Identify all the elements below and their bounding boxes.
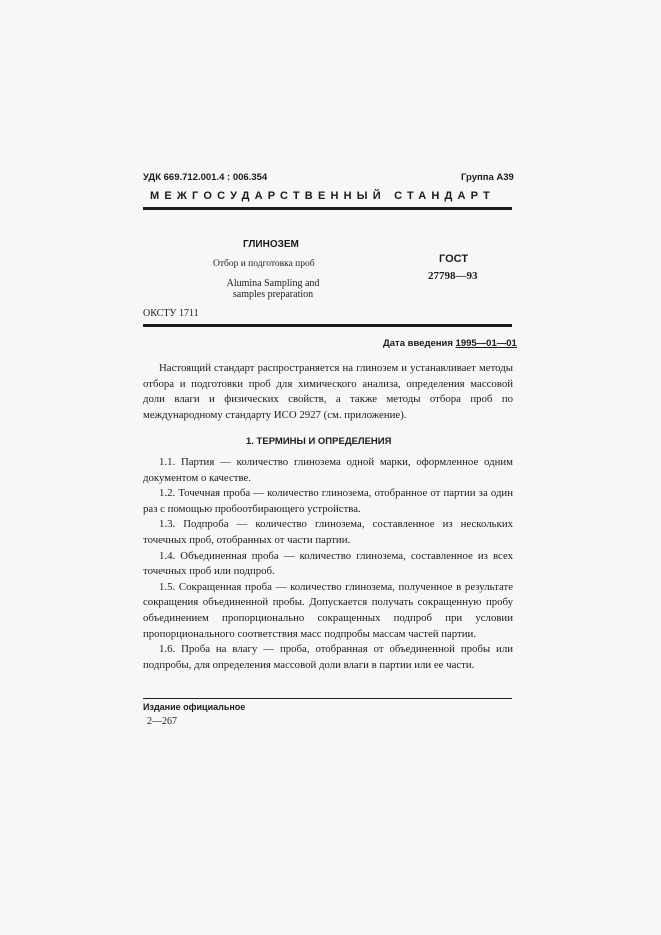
date-label: Дата введения xyxy=(383,338,453,349)
subtitle-english-line2: samples preparation xyxy=(232,289,314,300)
subtitle-russian: Отбор и подготовка проб xyxy=(213,259,315,269)
udk-code: УДК 669.712.001.4 : 006.354 xyxy=(143,172,268,183)
title-block-rule xyxy=(143,324,512,327)
definition-item: 1.6. Проба на влагу — проба, отобранная от объединенной пробы или подпробы, для определения массовой доли влаги в партии или ее части. xyxy=(143,643,513,671)
edition-note: Издание официальное xyxy=(143,702,246,712)
date-of-introduction xyxy=(383,338,517,349)
footer-rule xyxy=(143,698,512,699)
definition-item: 1.5. Сокращенная проба — количество глинозема, полученное в результате сокращения объединенной пробы. Допускается получать сокращенную пробу объединением пропорционально сокращенных подпроб при условии пропорционального соответствия масс подпробы массам частей партии. xyxy=(143,580,513,640)
header-rule xyxy=(143,207,512,210)
document-title: ГЛИНОЗЕМ xyxy=(243,239,299,250)
subtitle-english xyxy=(218,278,328,300)
definition-item: 1.4. Объединенная проба — количество глинозема, составленное из всех точечных проб или подпроб. xyxy=(143,549,513,578)
definition-item: 1.1. Партия — количество глинозема одной марки, оформленное одним документом о качестве. xyxy=(143,456,513,484)
definition-item: 1.3. Подпроба — количество глинозема, составленное из нескольких точечных проб, отобранных от части партии. xyxy=(143,518,513,546)
oksty-code: ОКСТУ 1711 xyxy=(143,308,199,319)
intro-paragraph: Настоящий стандарт распространяется на глинозем и устанавливает методы отбора и подготовки проб для химического анализа, определения массовой доли влаги и физических свойств, а также методы отбора проб по международному стандарту ИСО 2927 (см. приложение). xyxy=(143,362,513,421)
section-heading: 1. ТЕРМИНЫ И ОПРЕДЕЛЕНИЯ xyxy=(246,436,392,447)
group-code: Группа А39 xyxy=(461,172,514,183)
date-value: 1995—01—01 xyxy=(455,338,517,349)
page-code: 2—267 xyxy=(147,716,177,727)
gost-label: ГОСТ xyxy=(439,253,469,265)
subtitle-english-line1: Alumina Sampling and xyxy=(226,278,320,289)
gost-number: 27798—93 xyxy=(428,270,478,282)
standard-banner: МЕЖГОСУДАРСТВЕННЫЙ СТАНДАРТ xyxy=(150,190,495,202)
definition-item: 1.2. Точечная проба — количество глинозема, отобранное от партии за один раз с помощью пробоотбирающего устройства. xyxy=(143,487,513,515)
definitions-list xyxy=(143,455,513,673)
